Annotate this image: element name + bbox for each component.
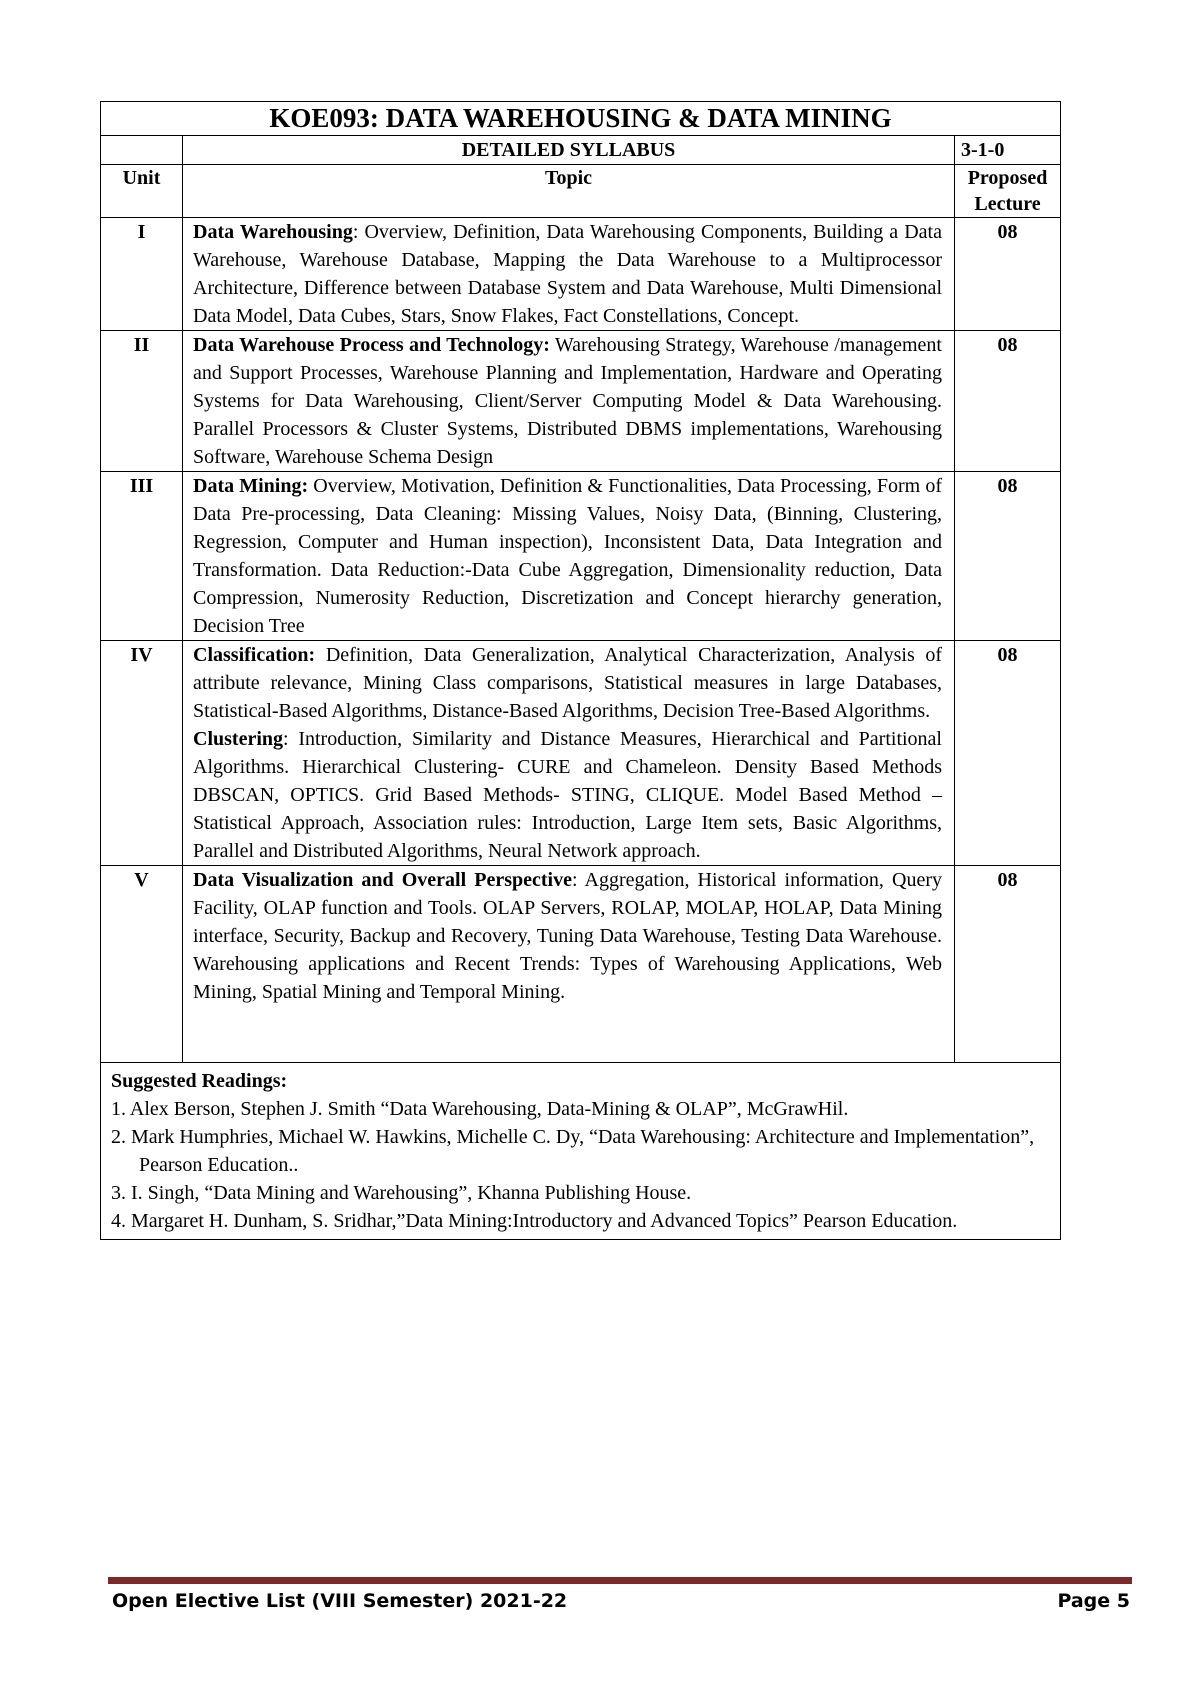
topic-text: Definition, Data Generalization, Analytical Characterization, Analysis of attribute relevance, Mining Class comparisons, Statistical measures in large Databases, Statistical-Based Algorithms, Distance-Based Algorithms, Decision Tree-Based Algorithms. [193, 644, 942, 722]
lecture-count: 08 [955, 641, 1061, 866]
lecture-header-line-1: Proposed [967, 167, 1048, 189]
classification-paragraph [193, 641, 942, 725]
topic-heading-2: Clustering [193, 728, 283, 750]
blank-cell [101, 136, 183, 165]
unit-topic [183, 641, 955, 866]
reading-item: 1. Alex Berson, Stephen J. Smith “Data Warehousing, Data-Mining & OLAP”, McGrawHil. [111, 1098, 849, 1120]
topic-heading: Data Mining: [193, 475, 309, 497]
clustering-paragraph [193, 725, 942, 865]
syllabus-table [100, 101, 1061, 1240]
reading-item: 2. Mark Humphries, Michael W. Hawkins, Michelle C. Dy, “Data Warehousing: Architecture and Implementation”, Pearson Education.. [111, 1126, 1035, 1176]
suggested-readings [101, 1063, 1061, 1240]
unit-row-5 [101, 866, 1061, 1063]
lecture-count: 08 [955, 218, 1061, 331]
footer-divider [108, 1577, 1132, 1584]
reading-item: 3. I. Singh, “Data Mining and Warehousing”, Khanna Publishing House. [111, 1182, 692, 1204]
topic-heading: Classification: [193, 644, 316, 666]
lecture-header-line-2: Lecture [974, 193, 1041, 215]
topic-heading: Data Warehousing [193, 221, 353, 243]
unit-number: II [101, 331, 183, 472]
readings-heading: Suggested Readings: [111, 1070, 288, 1092]
unit-topic [183, 472, 955, 641]
unit-row-3 [101, 472, 1061, 641]
topic-text: : Overview, Definition, Data Warehousing Components, Building a Data Warehouse, Warehouse Database, Mapping the Data Warehouse to a Multiprocessor Architecture, Difference between Database System and Data Warehouse, Multi Dimensional Data Model, Data Cubes, Stars, Snow Flakes, Fact Constellations, Concept. [193, 221, 942, 327]
unit-topic [183, 866, 955, 1063]
ltp-value: 3-1-0 [955, 136, 1061, 165]
unit-row-4 [101, 641, 1061, 866]
reading-item: 4. Margaret H. Dunham, S. Sridhar,”Data Mining:Introductory and Advanced Topics” Pearson Education. [111, 1210, 958, 1232]
lecture-count: 08 [955, 472, 1061, 641]
unit-number: I [101, 218, 183, 331]
footer-title: Open Elective List (VIII Semester) 2021-22 [112, 1590, 568, 1612]
topic-header: Topic [183, 165, 955, 218]
topic-heading: Data Visualization and Overall Perspective [193, 869, 572, 891]
unit-header: Unit [101, 165, 183, 218]
topic-text: : Aggregation, Historical information, Query Facility, OLAP function and Tools. OLAP Servers, ROLAP, MOLAP, HOLAP, Data Mining interface, Security, Backup and Recovery, Tuning Data Warehouse, Testing Data Warehouse. Warehousing applications and Recent Trends: Types of Warehousing Applications, Web Mining, Spatial Mining and Temporal Mining. [193, 869, 942, 1003]
unit-topic [183, 218, 955, 331]
topic-text: Overview, Motivation, Definition & Functionalities, Data Processing, Form of Data Pre-processing, Data Cleaning: Missing Values, Noisy Data, (Binning, Clustering, Regression, Computer and Human inspection), Inconsistent Data, Data Integration and Transformation. Data Reduction:-Data Cube Aggregation, Dimensionality reduction, Data Compression, Numerosity Reduction, Discretization and Concept hierarchy generation, Decision Tree [193, 475, 943, 637]
unit-number: IV [101, 641, 183, 866]
detailed-syllabus-label: DETAILED SYLLABUS [183, 136, 955, 165]
topic-text-2: : Introduction, Similarity and Distance Measures, Hierarchical and Partitional Algorithms. Hierarchical Clustering- CURE and Chameleon. Density Based Methods DBSCAN, OPTICS. Grid Based Methods- STING, CLIQUE. Model Based Method – Statistical Approach, Association rules: Introduction, Large Item sets, Basic Algorithms, Parallel and Distributed Algorithms, Neural Network approach. [193, 728, 942, 862]
unit-row-1 [101, 218, 1061, 331]
unit-number: III [101, 472, 183, 641]
topic-heading: Data Warehouse Process and Technology: [193, 334, 550, 356]
unit-number: V [101, 866, 183, 1063]
topic-text: Warehousing Strategy, Warehouse /management and Support Processes, Warehouse Planning and Implementation, Hardware and Operating Systems for Data Warehousing, Client/Server Computing Model & Data Warehousing. Parallel Processors & Cluster Systems, Distributed DBMS implementations, Warehousing Software, Warehouse Schema Design [193, 334, 942, 468]
unit-row-2 [101, 331, 1061, 472]
course-title: KOE093: DATA WAREHOUSING & DATA MINING [101, 102, 1061, 136]
page-number: Page 5 [1057, 1590, 1130, 1612]
lecture-header [955, 165, 1061, 218]
lecture-count: 08 [955, 866, 1061, 1063]
lecture-count: 08 [955, 331, 1061, 472]
unit-topic [183, 331, 955, 472]
readings-list [111, 1095, 1050, 1235]
